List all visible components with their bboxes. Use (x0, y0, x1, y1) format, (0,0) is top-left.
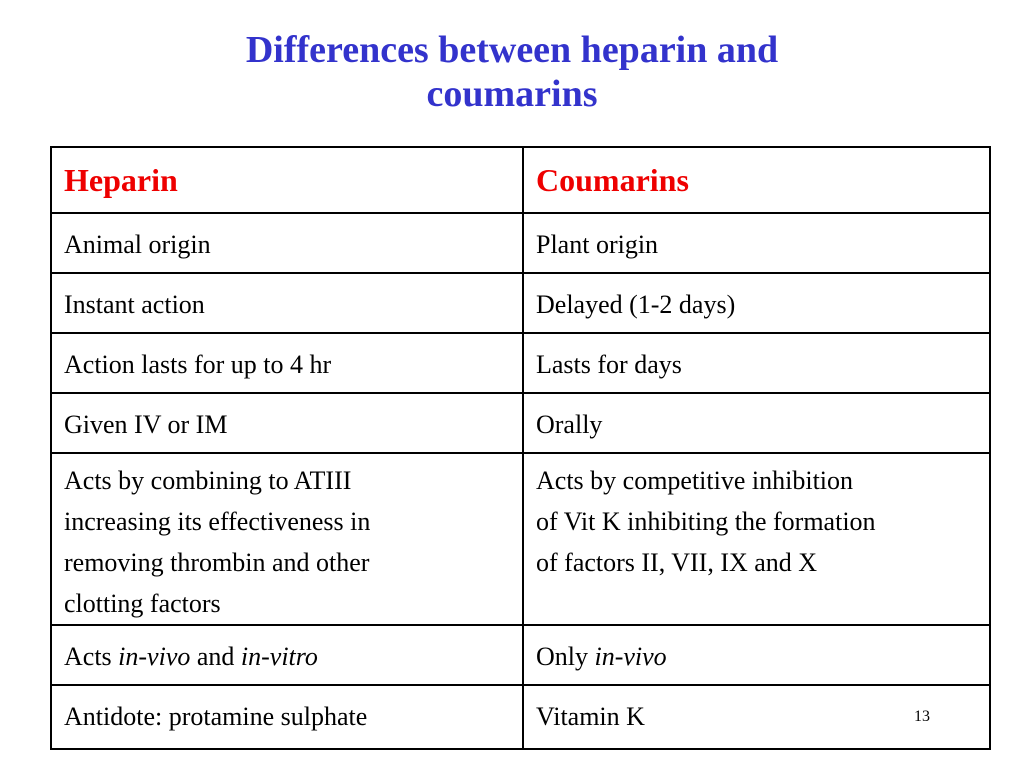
cell-heparin-mechanism (51, 453, 523, 625)
cell-heparin: Animal origin (51, 213, 523, 273)
text-italic: in-vitro (240, 642, 318, 671)
text-line: increasing its effectiveness in (64, 507, 371, 536)
cell-coumarins-mechanism (523, 453, 990, 625)
table-row (51, 333, 990, 393)
table-row-site (51, 625, 990, 685)
text-line: of factors II, VII, IX and X (536, 548, 818, 577)
cell-heparin: Action lasts for up to 4 hr (51, 333, 523, 393)
table-row (51, 213, 990, 273)
text-italic: in-vivo (118, 642, 191, 671)
cell-coumarins-site (523, 625, 990, 685)
cell-coumarins-antidote: Vitamin K (523, 685, 990, 749)
cell-coumarins: Lasts for days (523, 333, 990, 393)
slide-title-line-1: Differences between heparin and (245, 29, 779, 71)
header-heparin: Heparin (51, 147, 523, 213)
table-row-mechanism (51, 453, 990, 625)
cell-heparin-site (51, 625, 523, 685)
header-coumarins: Coumarins (523, 147, 990, 213)
table-row (51, 273, 990, 333)
text-line: removing thrombin and other (64, 548, 370, 577)
cell-heparin: Instant action (51, 273, 523, 333)
cell-heparin: Given IV or IM (51, 393, 523, 453)
slide-title (0, 28, 1024, 116)
slide-number: 13 (914, 708, 930, 725)
text-line: of Vit K inhibiting the formation (536, 507, 876, 536)
table-row-antidote (51, 685, 990, 749)
cell-heparin-antidote: Antidote: protamine sulphate (51, 685, 523, 749)
cell-coumarins: Delayed (1-2 days) (523, 273, 990, 333)
cell-coumarins: Plant origin (523, 213, 990, 273)
text-italic: in-vivo (594, 642, 667, 671)
table-row (51, 393, 990, 453)
text-line: Acts by combining to ATIII (64, 466, 352, 495)
table-header-row (51, 147, 990, 213)
slide-title-line-2: coumarins (426, 73, 598, 115)
text-segment: Only (536, 642, 595, 671)
text-segment: Acts (64, 642, 119, 671)
comparison-table (50, 146, 991, 750)
text-segment: and (190, 642, 241, 671)
text-line: Acts by competitive inhibition (536, 466, 854, 495)
text-line: clotting factors (64, 589, 221, 618)
cell-coumarins: Orally (523, 393, 990, 453)
